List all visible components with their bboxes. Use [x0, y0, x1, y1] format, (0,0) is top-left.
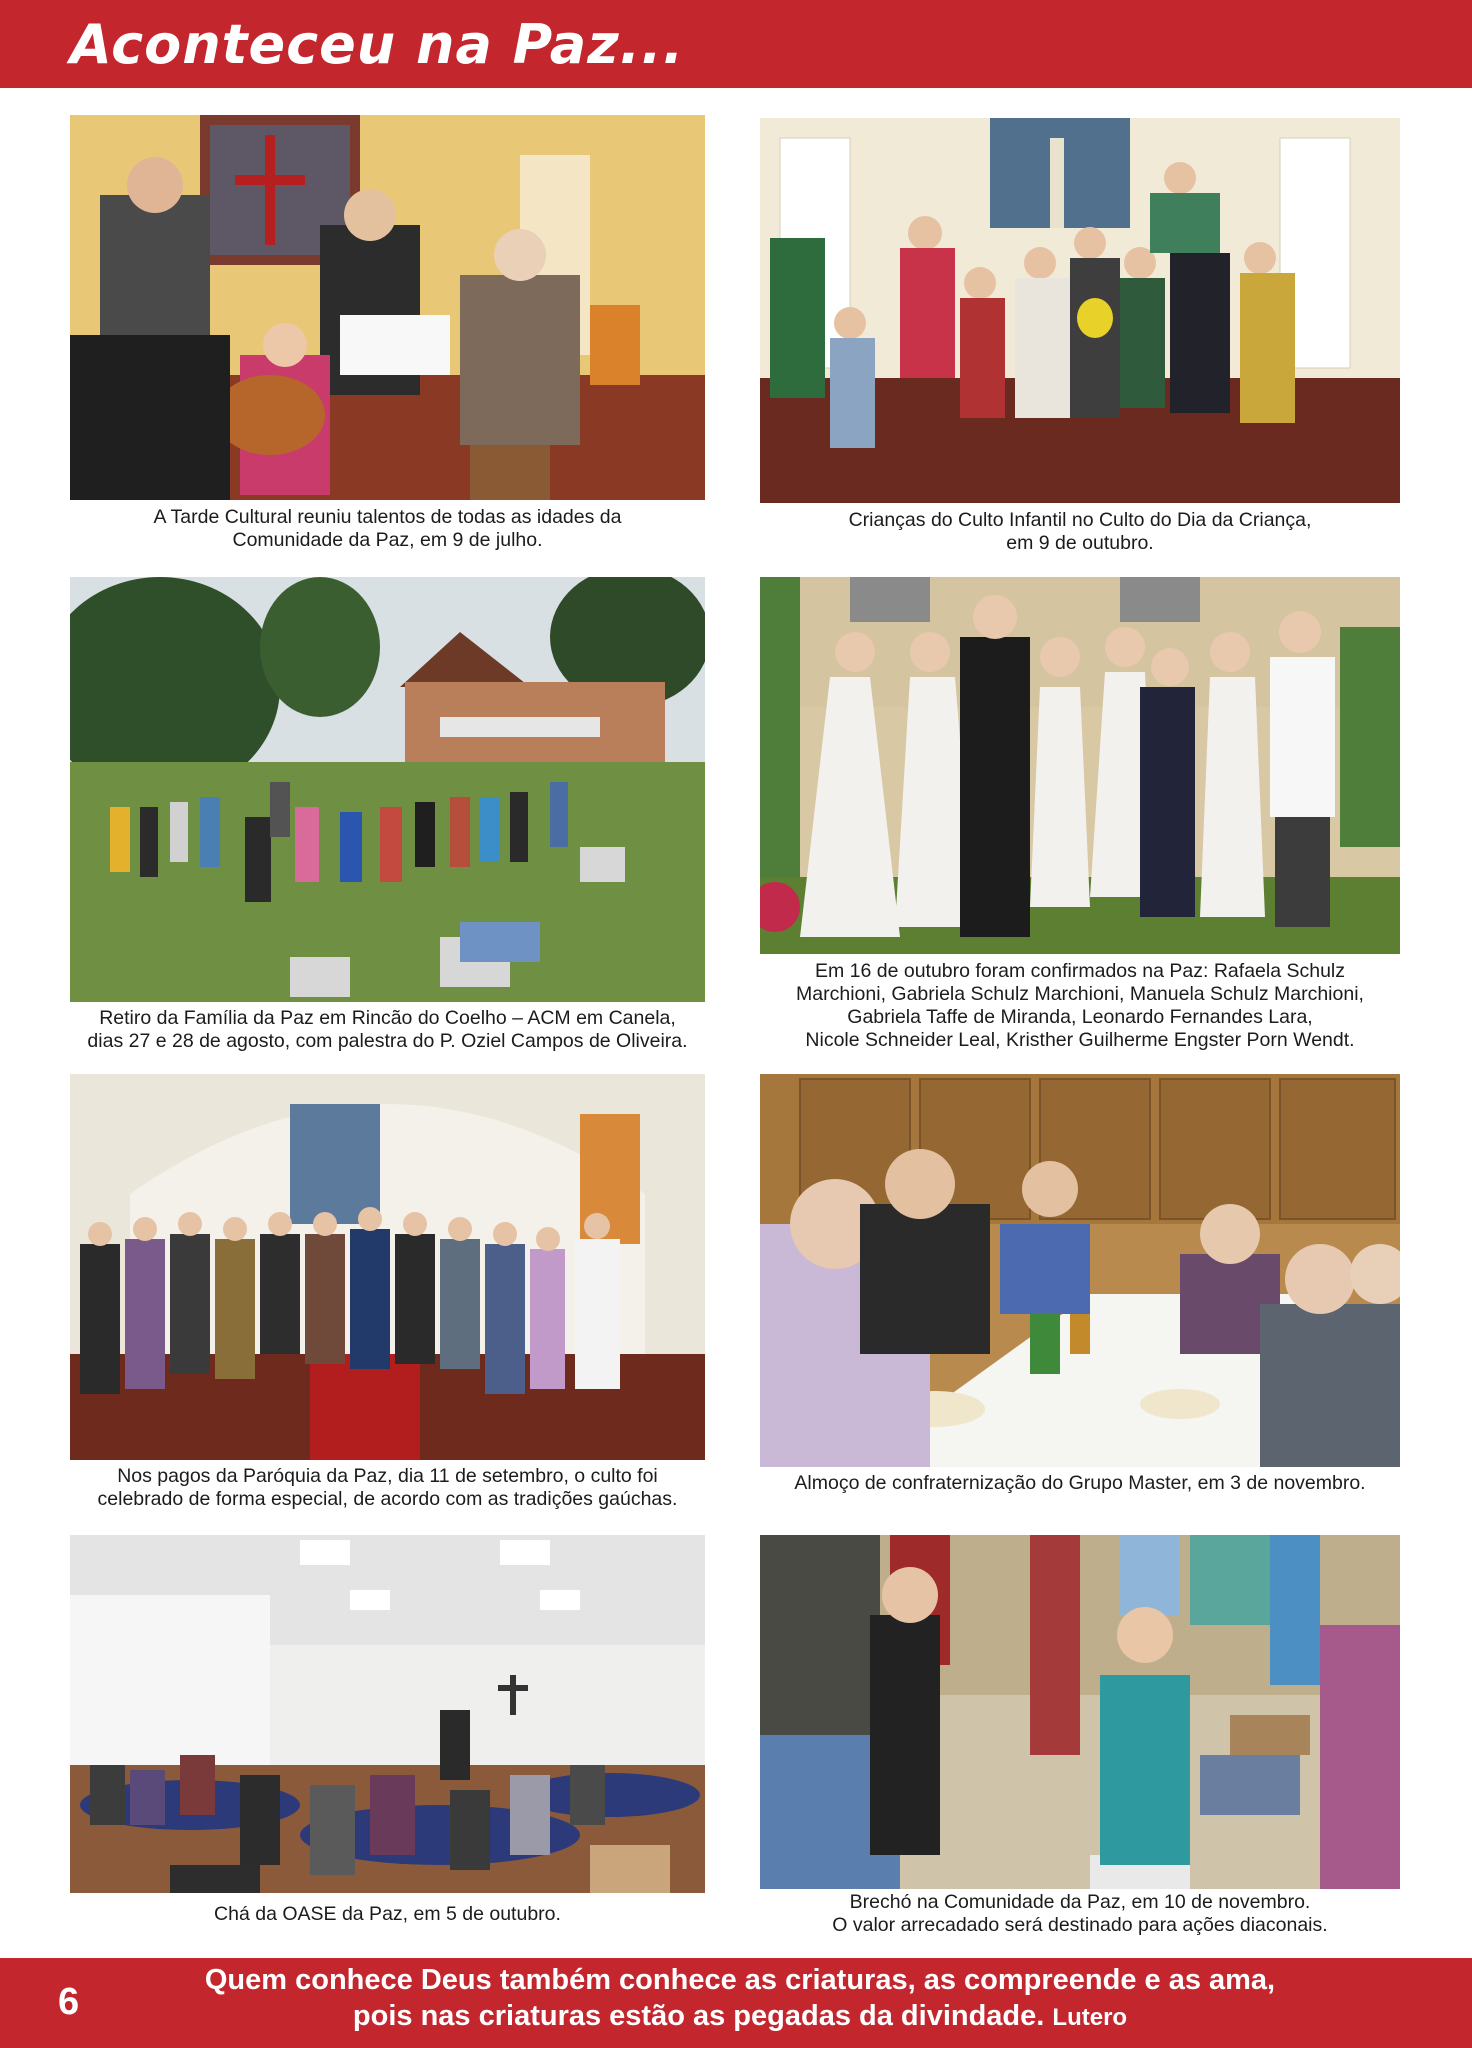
quote-text: pois nas criaturas estão as pegadas da divindade.: [352, 2000, 1045, 2032]
caption-line: Almoço de confraternização do Grupo Master, em 3 de novembro.: [794, 1472, 1366, 1494]
caption-line: Brechó na Comunidade da Paz, em 10 de novembro.: [849, 1891, 1311, 1913]
photo-culto-gaucho: [70, 1074, 705, 1460]
page-header: [0, 0, 1472, 88]
photo-cha-oase: [70, 1535, 705, 1893]
caption-culto-infantil: [760, 509, 1400, 555]
photo-grupo-master: [760, 1074, 1400, 1467]
caption-line: O valor arrecadado será destinado para ações diaconais.: [832, 1914, 1328, 1936]
page-footer: [0, 1958, 1472, 2048]
photo-tarde-cultural: [70, 115, 705, 500]
caption-line: A Tarde Cultural reuniu talentos de todas as idades da: [153, 506, 622, 528]
photo-confirmacao: [760, 577, 1400, 954]
caption-confirmacao: [760, 960, 1400, 1052]
caption-line: Em 16 de outubro foram confirmados na Paz: Rafaela Schulz: [814, 960, 1346, 982]
caption-retiro: [55, 1007, 720, 1053]
caption-line: dias 27 e 28 de agosto, com palestra do P. Oziel Campos de Oliveira.: [87, 1030, 688, 1052]
photo-brecho: [760, 1535, 1400, 1889]
caption-tarde-cultural: [70, 506, 705, 552]
caption-culto-gaucho: [55, 1465, 720, 1511]
caption-cha-oase: [70, 1903, 705, 1926]
caption-line: Crianças do Culto Infantil no Culto do Dia da Criança,: [848, 509, 1312, 531]
caption-line: Chá da OASE da Paz, em 5 de outubro.: [214, 1903, 561, 1925]
page-number: 6: [58, 1981, 80, 2023]
caption-line: Comunidade da Paz, em 9 de julho.: [232, 529, 543, 551]
page-title: Aconteceu na Paz...: [70, 13, 685, 76]
quote-line: [120, 1998, 1360, 2036]
footer-quote: [120, 1962, 1360, 2036]
caption-brecho: [760, 1891, 1400, 1937]
caption-line: celebrado de forma especial, de acordo com as tradições gaúchas.: [97, 1488, 678, 1510]
photo-retiro: [70, 577, 705, 1002]
caption-line: Marchioni, Gabriela Schulz Marchioni, Manuela Schulz Marchioni,: [796, 983, 1364, 1005]
caption-line: Gabriela Taffe de Miranda, Leonardo Fernandes Lara,: [847, 1006, 1313, 1028]
caption-line: Nicole Schneider Leal, Kristher Guilherme Engster Porn Wendt.: [805, 1029, 1355, 1051]
caption-line: Retiro da Família da Paz em Rincão do Coelho – ACM em Canela,: [99, 1007, 676, 1029]
caption-grupo-master: [760, 1472, 1400, 1495]
photo-culto-infantil: [760, 118, 1400, 503]
quote-line: Quem conhece Deus também conhece as criaturas, as compreende e as ama,: [204, 1964, 1276, 1996]
caption-line: em 9 de outubro.: [1006, 532, 1154, 554]
quote-author: Lutero: [1052, 2004, 1128, 2031]
caption-line: Nos pagos da Paróquia da Paz, dia 11 de setembro, o culto foi: [117, 1465, 658, 1487]
